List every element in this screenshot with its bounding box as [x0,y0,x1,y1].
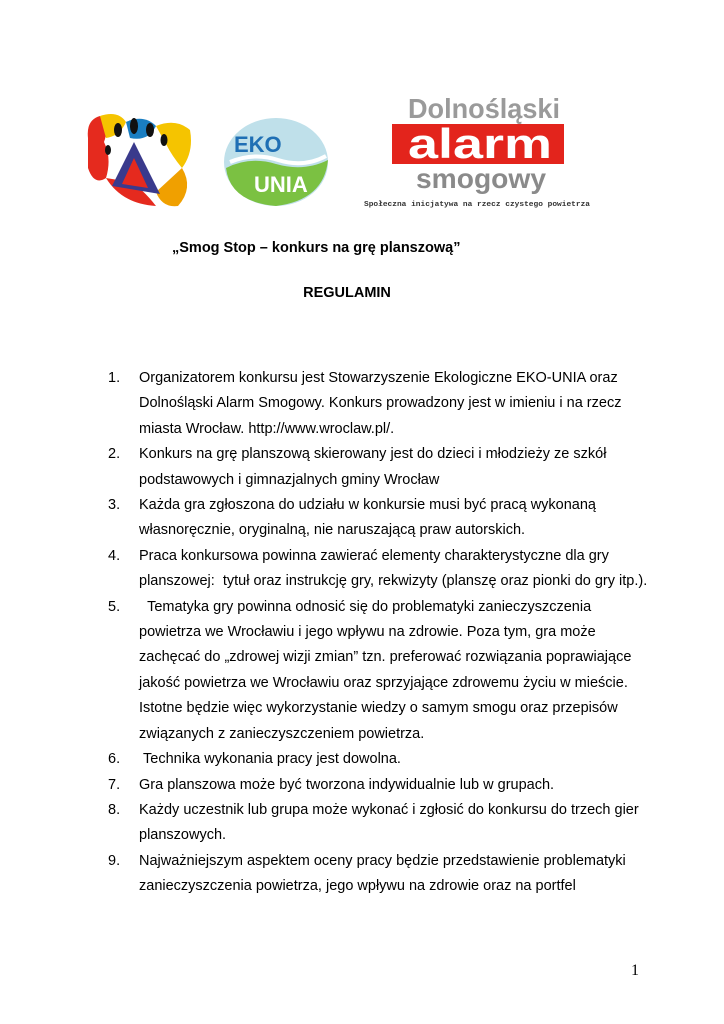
list-item [108,493,648,544]
item-number: 9. [108,852,121,869]
alarm-smogowy-logo-icon [360,88,592,212]
item-text: Technika wykonania pracy jest dowolna. [139,751,401,768]
alarm-line3-text: smogowy [416,163,547,194]
alarm-line2-text: alarm [408,120,552,167]
list-item [108,747,648,772]
list-item [108,773,648,798]
document-subtitle: REGULAMIN [303,285,391,301]
item-text: Tematyka gry powinna odnosić się do problematyki zanieczyszczenia powietrza we Wrocławiu i jego wpływu na zdrowie. Poza tym, gra może zachęcać do „zdrowej wizji zmian” tzn. preferować rozwiązania poprawiające jakość powietrza we Wrocławiu oraz sprzyjające zdrowemu życiu w mieście. Istotne będzie więc wykorzystanie wiedzy o samym smogu oraz przepisów związanych z zanieczyszczeniem powietrza. [139,598,636,742]
item-number: 7. [108,776,121,793]
list-item [108,849,648,900]
unia-text: UNIA [254,172,308,197]
list-item [108,366,648,442]
item-text: Konkurs na grę planszową skierowany jest do dzieci i młodzieży ze szkół podstawowych i gimnazjalnych gminy Wrocław [139,446,611,488]
list-item [108,595,648,747]
alarm-tagline-text: Społeczna inicjatywa na rzecz czystego powietrza [364,201,591,209]
item-text: Praca konkursowa powinna zawierać elementy charakterystyczne dla gry planszowej: tytuł oraz instrukcję gry, rekwizyty (planszę oraz pionki do gry itp.). [139,547,648,590]
item-number: 8. [108,801,121,818]
item-number: 4. [108,547,121,564]
item-text: Najważniejszym aspektem oceny pracy będzie przedstawienie problematyki zanieczyszczenia powietrza, jego wpływu na zdrowie oraz na portfel [139,852,630,895]
list-item [108,798,648,849]
item-text: Gra planszowa może być tworzona indywidualnie lub w grupach. [139,776,555,793]
alarm-line1-text: Dolnośląski [408,93,560,124]
rules-list [108,366,648,900]
item-number: 3. [108,497,121,514]
eko-unia-logo-icon [220,116,332,208]
item-number: 1. [108,370,121,386]
item-number: 2. [108,446,121,463]
item-text: Każda gra zgłoszona do udziału w konkursie musi być pracą wykonaną własnoręcznie, oryginalną, nie naruszającą praw autorskich. [139,497,601,539]
logos-header [0,88,724,218]
item-number: 6. [108,751,121,768]
hands-logo-icon [82,108,200,212]
document-title: „Smog Stop – konkurs na grę planszową” [172,240,461,256]
item-text: Każdy uczestnik lub grupa może wykonać i zgłosić do konkursu do trzech gier planszowych. [139,801,643,844]
item-number: 5. [108,598,121,615]
list-item [108,442,648,493]
list-item [108,544,648,595]
page-number: 1 [631,962,639,979]
item-text: Organizatorem konkursu jest Stowarzyszenie Ekologiczne EKO-UNIA oraz Dolnośląski Alarm Smogowy. Konkurs prowadzony jest w imieniu i na rzecz miasta Wrocław. http://www.wroclaw.pl/. [139,370,626,437]
eko-text: EKO [234,132,282,157]
